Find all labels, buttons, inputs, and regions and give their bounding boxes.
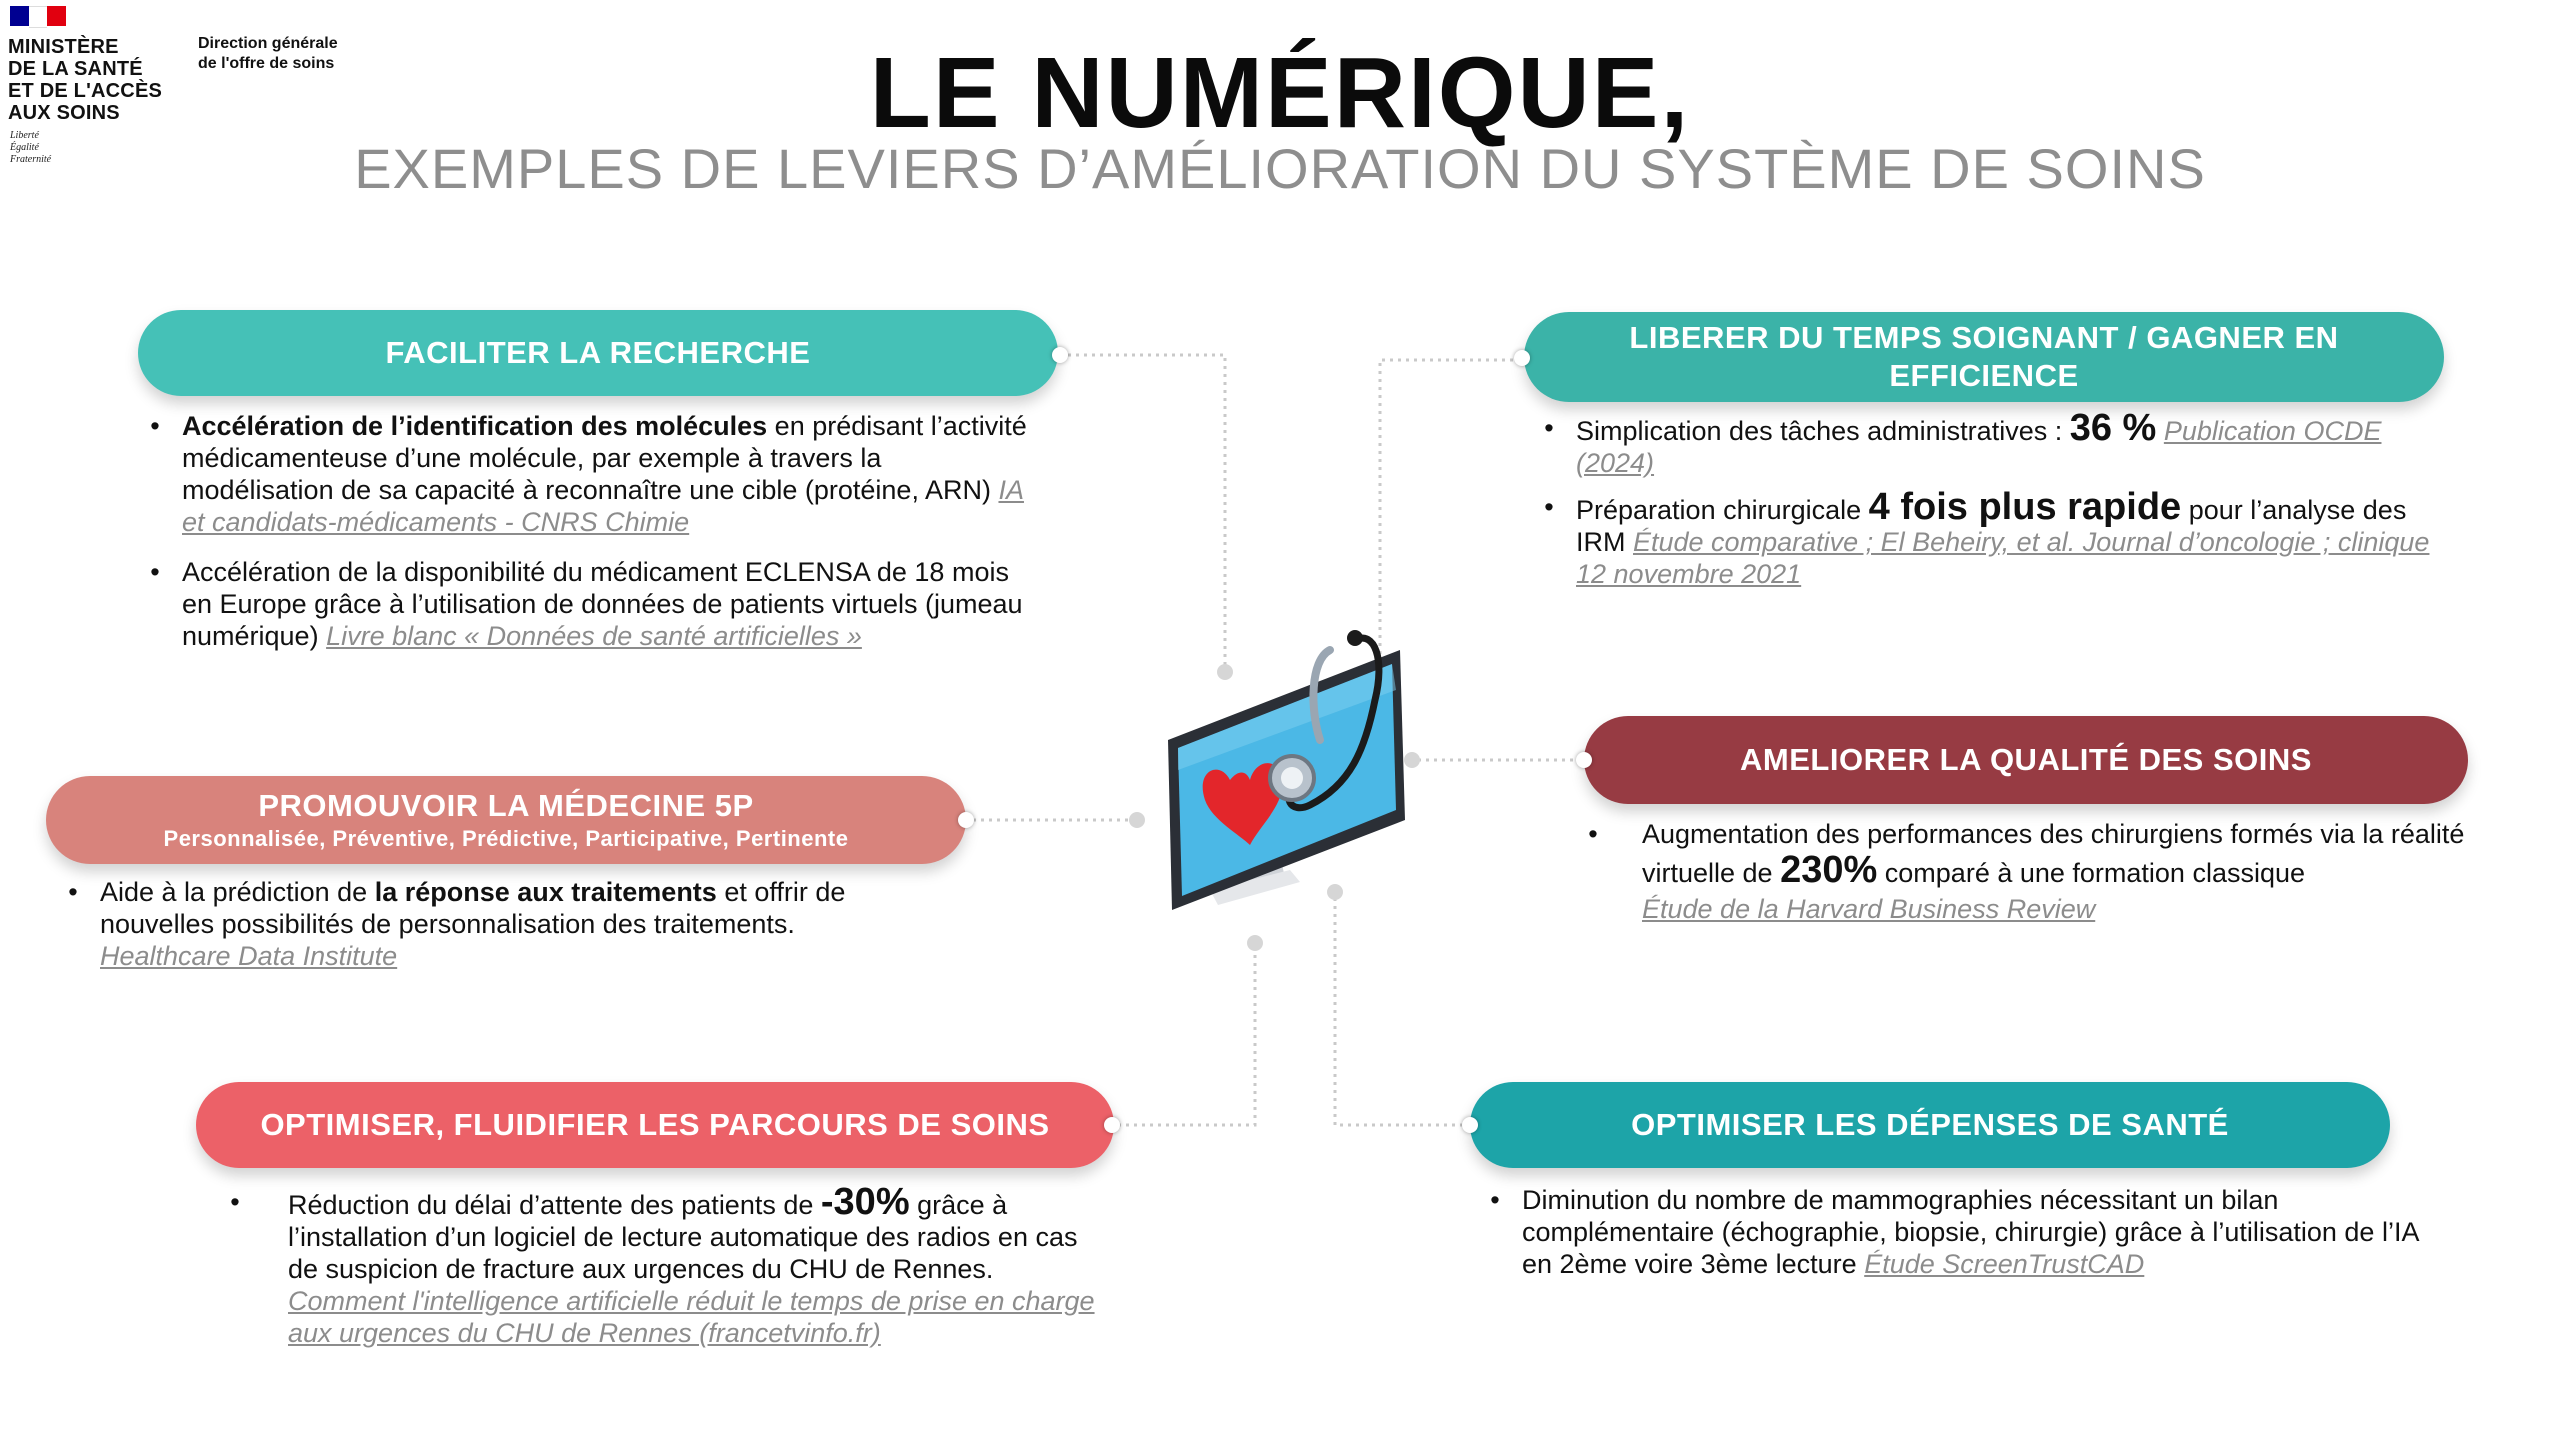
pill-medecine-5p: PROMOUVOIR LA MÉDECINE 5P Personnalisée, Préventive, Prédictive, Participative, Pertinente <box>46 776 966 864</box>
ministry-logo-text: MINISTÈRE DE LA SANTÉ ET DE L'ACCÈS AUX SOINS <box>8 36 163 124</box>
connector-dot <box>1462 1117 1478 1133</box>
pill-parcours-soins: OPTIMISER, FLUIDIFIER LES PARCOURS DE SOINS <box>196 1082 1114 1168</box>
link-healthcare-data-institute[interactable]: Healthcare Data Institute <box>100 941 398 971</box>
list-item: • Accélération de l’identification des molécules en prédisant l’activité médicamenteuse d’une molécule, par exemple à travers la modélisation de sa capacité à reconnaître une cible (protéine, ARN) IA et candidats-médicaments - CNRS Chimie <box>140 410 1040 538</box>
quality-bullets <box>1578 816 2478 945</box>
research-bullets <box>140 410 1040 670</box>
bullet: • <box>1544 492 1554 522</box>
connector-dot <box>1052 347 1068 363</box>
connector-dot <box>1576 752 1592 768</box>
bullet: • <box>150 557 160 587</box>
link-livre-blanc[interactable]: Livre blanc « Données de santé artificielles » <box>326 621 862 651</box>
link-harvard-business-review[interactable]: Étude de la Harvard Business Review <box>1642 894 2096 924</box>
page-subtitle: EXEMPLES DE LEVIERS D’AMÉLIORATION DU SYSTÈME DE SOINS <box>354 137 2206 200</box>
bullet: • <box>1490 1185 1500 1215</box>
list-item: • Simplication des tâches administratives : 36 % Publication OCDE (2024) <box>1534 412 2434 479</box>
pill-faciliter-recherche: FACILITER LA RECHERCHE <box>138 310 1058 396</box>
spending-bullets <box>1480 1184 2440 1298</box>
pill-liberer-temps: LIBERER DU TEMPS SOIGNANT / GAGNER EN EFFICIENCE <box>1524 312 2444 402</box>
list-item: • Aide à la prédiction de la réponse aux traitements et offrir de nouvelles possibilités de personnalisation des traitements. Healthcare Data Institute <box>58 876 938 972</box>
link-ocde[interactable]: Publication OCDE (2024) <box>1576 416 2382 478</box>
page-title: LE NUMÉRIQUE, <box>869 37 1691 149</box>
list-item: • Diminution du nombre de mammographies nécessitant un bilan complémentaire (échographie, biopsie, chirurgie) grâce à l’utilisation de l’IA en 2ème voire 3ème lecture Étude ScreenTrustCAD <box>1480 1184 2440 1280</box>
pill-qualite-soins: AMELIORER LA QUALITÉ DES SOINS <box>1584 716 2468 804</box>
bullet: • <box>150 411 160 441</box>
pathways-bullets <box>220 1181 1100 1367</box>
list-item: • Réduction du délai d’attente des patients de -30% grâce à l’installation d’un logiciel de lecture automatique des radios en cas de suspicion de fracture aux urgences du CHU de Rennes. Comment l'intelligence artificielle réduit le temps de prise en charge aux urgences du CHU de Rennes (francetvinfo.fr) <box>220 1186 1100 1349</box>
connector-dot <box>1104 1117 1120 1133</box>
link-screentrustcad[interactable]: Étude ScreenTrustCAD <box>1864 1249 2145 1279</box>
link-francetvinfo[interactable]: Comment l'intelligence artificielle réduit le temps de prise en charge aux urgences du CHU de Rennes (francetvinfo.fr) <box>288 1286 1095 1348</box>
bullet: • <box>68 877 78 907</box>
bullet: • <box>1588 819 1598 849</box>
pill-depenses-sante: OPTIMISER LES DÉPENSES DE SANTÉ <box>1470 1082 2390 1168</box>
medicine-bullets <box>58 876 938 990</box>
list-item: • Augmentation des performances des chirurgiens formés via la réalité virtuelle de 230% comparé à une formation classique Étude de la Harvard Business Review <box>1578 816 2478 927</box>
direction-label: Direction générale de l'offre de soins <box>198 35 338 72</box>
connector-dot <box>1514 350 1530 366</box>
connector-dot <box>958 812 974 828</box>
time-bullets <box>1534 407 2434 608</box>
list-item: • Accélération de la disponibilité du médicament ECLENSA de 18 mois en Europe grâce à l’utilisation de données de patients virtuels (jumeau numérique) Livre blanc « Données de santé artificielles » <box>140 556 1040 652</box>
link-etude-comparative[interactable]: Étude comparative ; El Beheiry, et al. Journal d’oncologie ; clinique 12 novembre 2021 <box>1576 527 2430 589</box>
bullet: • <box>1544 413 1554 443</box>
list-item: • Préparation chirurgicale 4 fois plus rapide pour l’analyse des IRM Étude comparative ; El Beheiry, et al. Journal d’oncologie ; clinique 12 novembre 2021 <box>1534 491 2434 590</box>
republic-motto: Liberté Égalité Fraternité <box>10 130 52 165</box>
link-cnrs-chimie[interactable]: IA et candidats-médicaments - CNRS Chimie <box>182 475 1024 537</box>
bullet: • <box>230 1187 240 1217</box>
monitor-stethoscope-illustration <box>1160 620 1420 920</box>
